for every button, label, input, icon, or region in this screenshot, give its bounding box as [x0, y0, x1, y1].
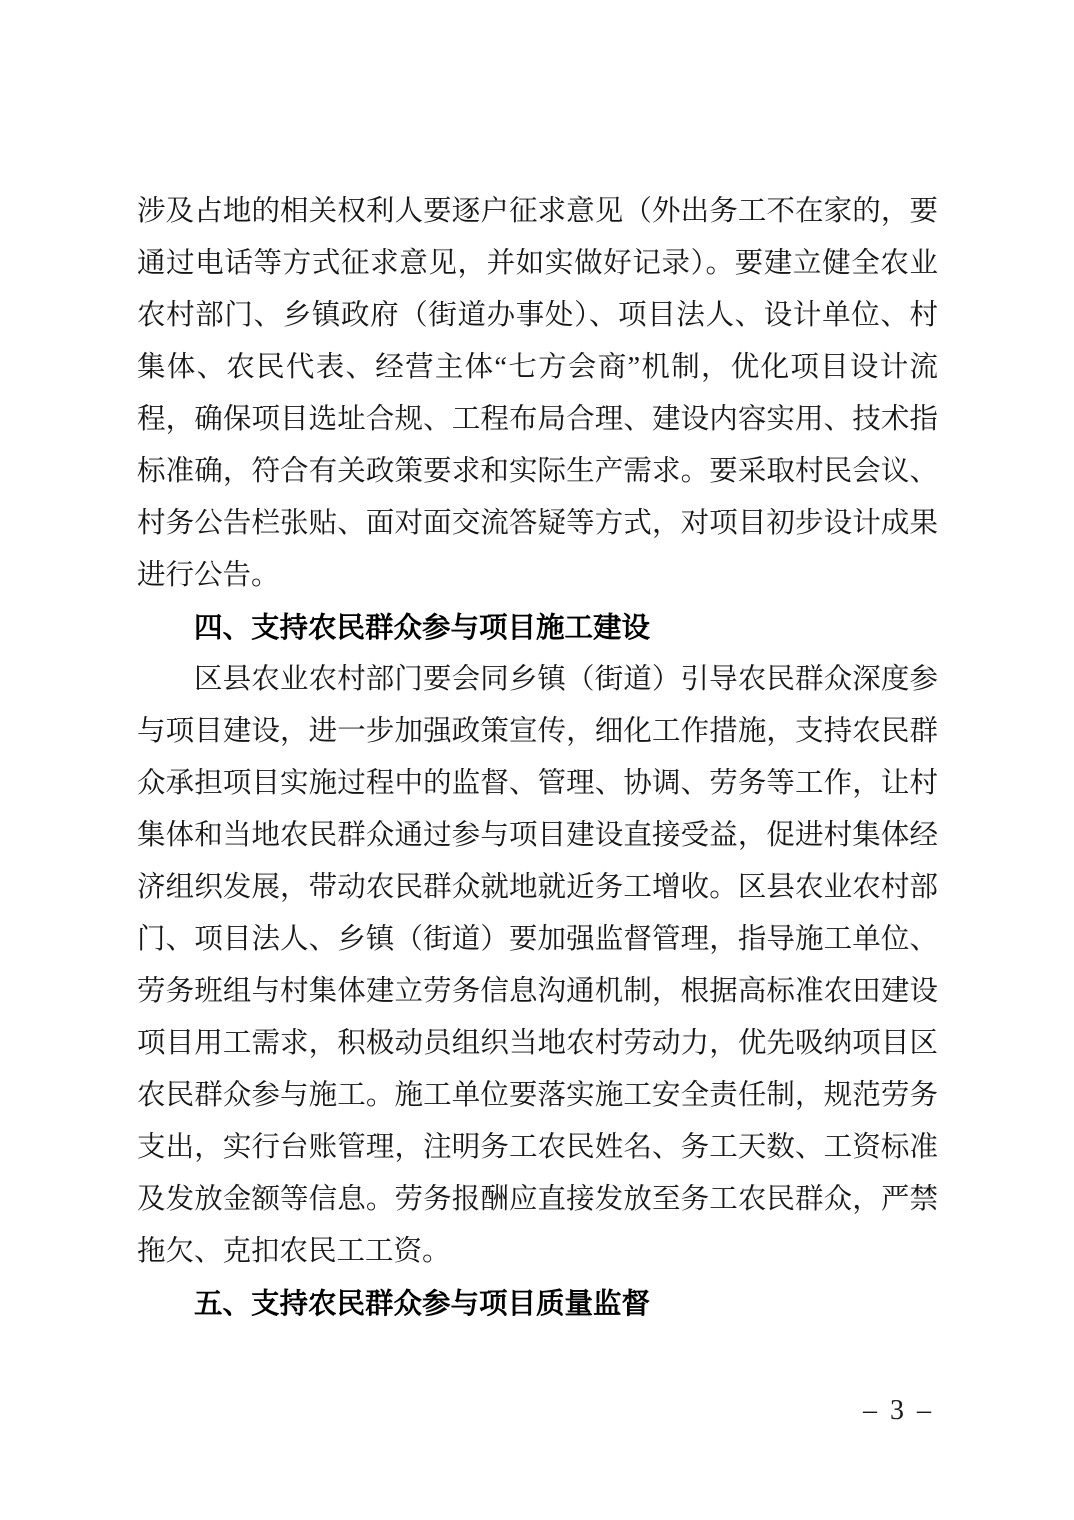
- section-heading-4: 四、支持农民群众参与项目施工建设: [194, 612, 651, 644]
- section-heading-5: 五、支持农民群众参与项目质量监督: [194, 1288, 651, 1320]
- paragraph-section-4: 区县农业农村部门要会同乡镇（街道）引导农民群众深度参与项目建设，进一步加强政策宣传，细化工作措施，支持农民群众承担项目实施过程中的监督、管理、协调、劳务等工作，让村集体和当地农民群众通过参与项目建设直接受益，促进村集体经济组织发展，带动农民群众就地就近务工增收。区县农业农村部门、项目法人、乡镇（街道）要加强监督管理，指导施工单位、劳务班组与村集体建立劳务信息沟通机制，根据高标准农田建设项目用工需求，积极动员组织当地农村劳动力，优先吸纳项目区农民群众参与施工。施工单位要落实施工安全责任制，规范劳务支出，实行台账管理，注明务工农民姓名、务工天数、工资标准及发放金额等信息。劳务报酬应直接发放至务工农民群众，严禁拖欠、克扣农民工工资。: [137, 664, 938, 1267]
- page-number: – 3 –: [863, 1395, 934, 1426]
- document-body: [137, 186, 938, 1330]
- paragraph-continuation: 涉及占地的相关权利人要逐户征求意见（外出务工不在家的，要通过电话等方式征求意见，并如实做好记录）。要建立健全农业农村部门、乡镇政府（街道办事处）、项目法人、设计单位、村集体、农民代表、经营主体“七方会商”机制，优化项目设计流程，确保项目选址合规、工程布局合理、建设内容实用、技术指标准确，符合有关政策要求和实际生产需求。要采取村民会议、村务公告栏张贴、面对面交流答疑等方式，对项目初步设计成果进行公告。: [137, 196, 938, 591]
